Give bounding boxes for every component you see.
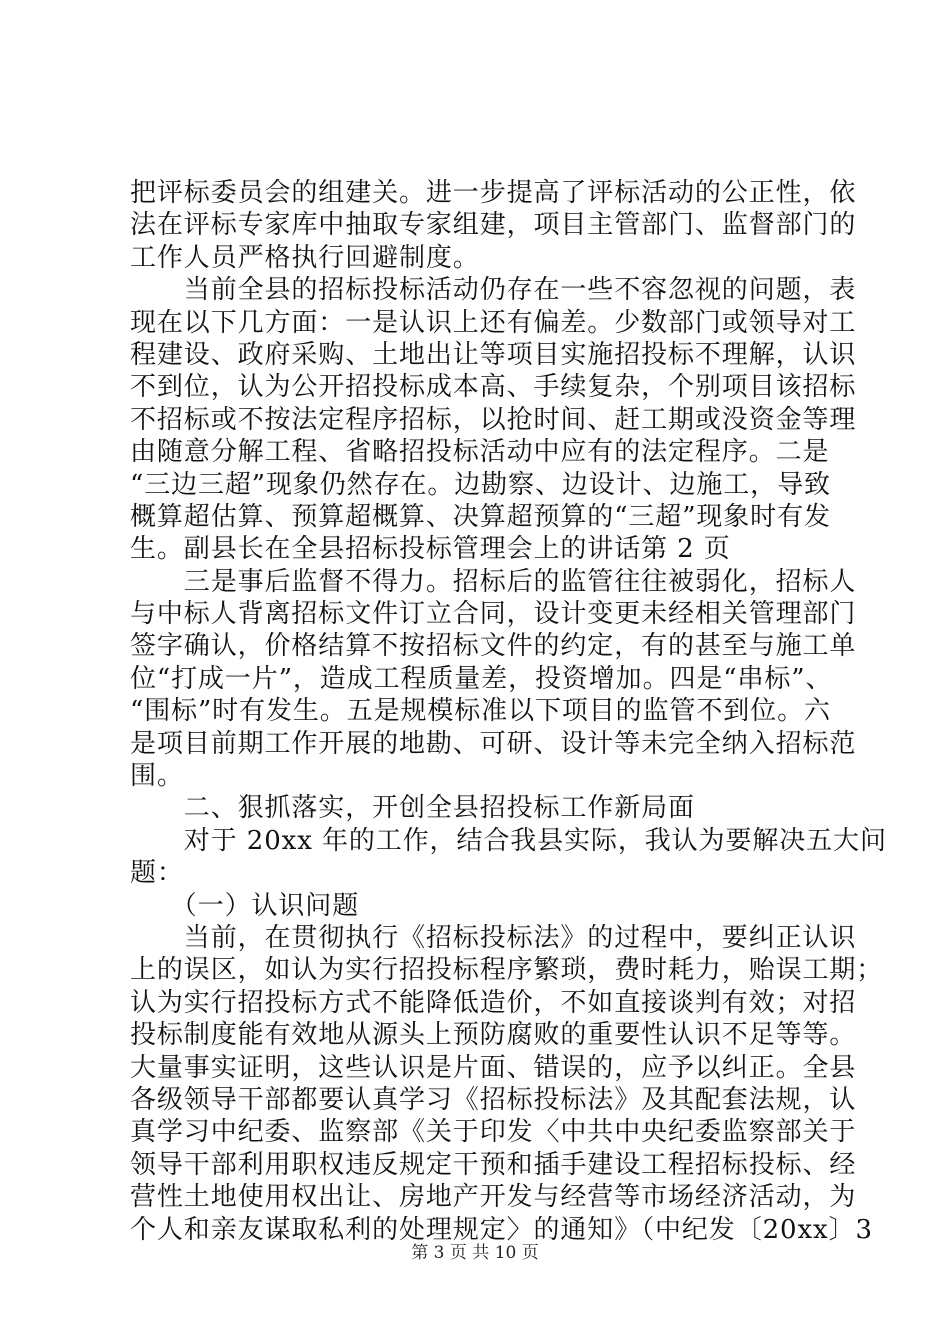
text-line: 概算超估算、预算超概算、决算超预算的“三超”现象时有发 <box>130 501 831 532</box>
text-line: 把评标委员会的组建关。进一步提高了评标活动的公正性，依 <box>130 178 857 208</box>
text-line: 上的误区，如认为实行招投标程序繁琐，费时耗力，贻误工期； <box>130 955 884 986</box>
text-line: 当前，在贯彻执行《招标投标法》的过程中，要纠正认识 <box>130 922 857 953</box>
text-line: 不招标或不按法定程序招标，以抢时间、赶工期或没资金等理 <box>130 404 857 435</box>
text-line: 三是事后监督不得力。招标后的监管往往被弱化，招标人 <box>130 566 857 597</box>
body-text <box>130 177 887 1246</box>
text-line: 现在以下几方面：一是认识上还有偏差。少数部门或领导对工 <box>130 307 857 338</box>
text-line: “围标”时有发生。五是规模标准以下项目的监管不到位。六 <box>130 696 831 727</box>
text-line: 个人和亲友谋取私利的处理规定〉的通知》（中纪发〔20xx〕3 <box>130 1214 873 1245</box>
text-line: 法在评标专家库中抽取专家组建，项目主管部门、监督部门的 <box>130 210 857 241</box>
text-line: 生。副县长在全县招标投标管理会上的讲话第 2 页 <box>130 534 731 565</box>
subsection-heading: （一）认识问题 <box>130 890 360 921</box>
page-footer: 第 3 页 共 10 页 <box>411 1243 539 1263</box>
text-line: 不到位，认为公开招投标成本高、手续复杂，个别项目该招标 <box>130 372 857 403</box>
text-line: 由随意分解工程、省略招投标活动中应有的法定程序。二是 <box>130 437 830 468</box>
text-line: 真学习中纪委、监察部《关于印发〈中共中央纪委监察部关于 <box>130 1117 857 1148</box>
text-line: 对于 20xx 年的工作，结合我县实际，我认为要解决五大问 <box>130 825 887 856</box>
text-line: 认为实行招投标方式不能降低造价，不如直接谈判有效；对招 <box>130 987 857 1018</box>
text-line: 大量事实证明，这些认识是片面、错误的，应予以纠正。全县 <box>130 1052 857 1083</box>
text-line: 领导干部利用职权违反规定干预和插手建设工程招标投标、经 <box>130 1149 857 1180</box>
text-line: 工作人员严格执行回避制度。 <box>130 242 480 273</box>
text-line: 围。 <box>130 761 184 792</box>
text-line: 题： <box>130 858 184 889</box>
text-line: 当前全县的招标投标活动仍存在一些不容忽视的问题，表 <box>130 275 857 306</box>
text-line: 签字确认，价格结算不按招标文件的约定，有的甚至与施工单 <box>130 631 857 662</box>
text-line: 营性土地使用权出让、房地产开发与经营等市场经济活动，为 <box>130 1182 857 1213</box>
section-heading: 二、狠抓落实，开创全县招投标工作新局面 <box>130 793 695 824</box>
text-line: “三边三超”现象仍然存在。边勘察、边设计、边施工，导致 <box>130 469 831 500</box>
text-line: 是项目前期工作开展的地勘、可研、设计等未完全纳入招标范 <box>130 728 857 759</box>
text-line: 位“打成一片”，造成工程质量差，投资增加。四是“串标”、 <box>130 663 833 694</box>
text-line: 投标制度能有效地从源头上预防腐败的重要性认识不足等等。 <box>130 1020 857 1051</box>
text-line: 各级领导干部都要认真学习《招标投标法》及其配套法规，认 <box>130 1084 857 1115</box>
text-line: 与中标人背离招标文件订立合同，设计变更未经相关管理部门 <box>130 599 857 630</box>
text-line: 程建设、政府采购、土地出让等项目实施招投标不理解，认识 <box>130 339 857 370</box>
